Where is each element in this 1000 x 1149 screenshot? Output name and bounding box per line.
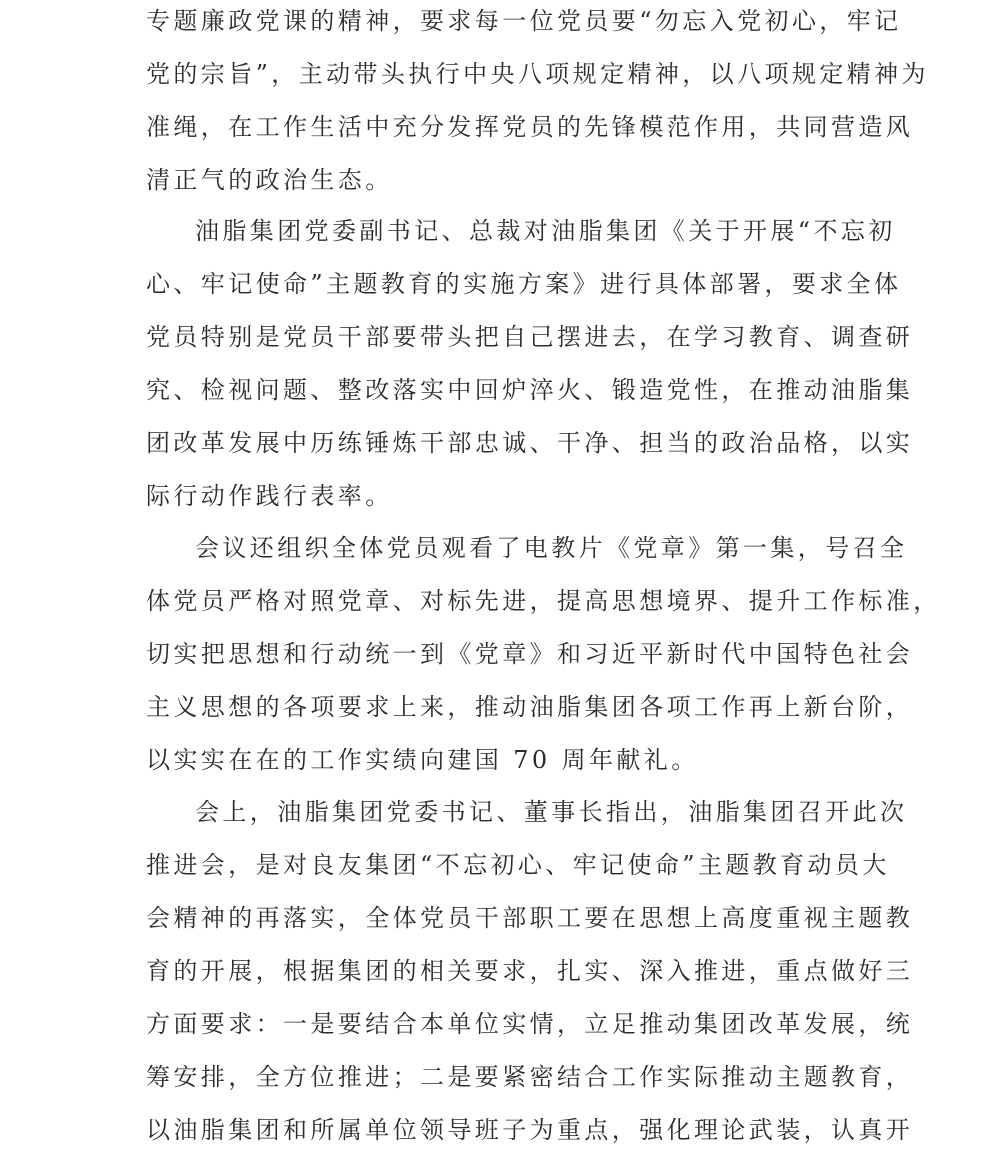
text-line: 党的宗旨”，主动带头执行中央八项规定精神，以八项规定精神为	[146, 60, 929, 88]
text-line: 专题廉政党课的精神，要求每一位党员要“勿忘入党初心，牢记	[146, 7, 902, 35]
text-line: 团改革发展中历练锤炼干部忠诚、干净、担当的政治品格，以实	[146, 429, 914, 457]
text-line: 以油脂集团和所属单位领导班子为重点，强化理论武装，认真开	[146, 1116, 914, 1144]
text-line: 党员特别是党员干部要带头把自己摆进去，在学习教育、调查研	[146, 323, 914, 351]
text-line: 准绳，在工作生活中充分发挥党员的先锋模范作用，共同营造风	[146, 113, 914, 141]
paragraph-first-line: 会上，油脂集团党委书记、董事长指出，油脂集团召开此次	[195, 798, 908, 826]
text-line: 主义思想的各项要求上来，推动油脂集团各项工作再上新台阶，	[146, 693, 914, 721]
text-line: 以实实在在的工作实绩向建国 70 周年献礼。	[146, 746, 699, 774]
text-line: 推进会，是对良友集团“不忘初心、牢记使命”主题教育动员大	[146, 851, 890, 879]
text-line: 筹安排，全方位推进；二是要紧密结合工作实际推动主题教育，	[146, 1063, 914, 1091]
text-line: 体党员严格对照党章、对标先进，提高思想境界、提升工作标准，	[146, 587, 941, 615]
text-line: 究、检视问题、整改落实中回炉淬火、锻造党性，在推动油脂集	[146, 376, 914, 404]
text-line: 方面要求：一是要结合本单位实情，立足推动集团改革发展，统	[146, 1010, 914, 1038]
text-line: 清正气的政治生态。	[146, 166, 393, 194]
text-line: 会精神的再落实，全体党员干部职工要在思想上高度重视主题教	[146, 904, 914, 932]
text-line: 切实把思想和行动统一到《党章》和习近平新时代中国特色社会	[146, 640, 914, 668]
paragraph-first-line: 油脂集团党委副书记、总裁对油脂集团《关于开展“不忘初	[195, 217, 896, 245]
text-line: 心、牢记使命”主题教育的实施方案》进行具体部署，要求全体	[146, 270, 902, 298]
text-line: 育的开展，根据集团的相关要求，扎实、深入推进，重点做好三	[146, 957, 914, 985]
text-line: 际行动作践行表率。	[146, 482, 393, 510]
paragraph-first-line: 会议还组织全体党员观看了电教片《党章》第一集，号召全	[195, 534, 908, 562]
